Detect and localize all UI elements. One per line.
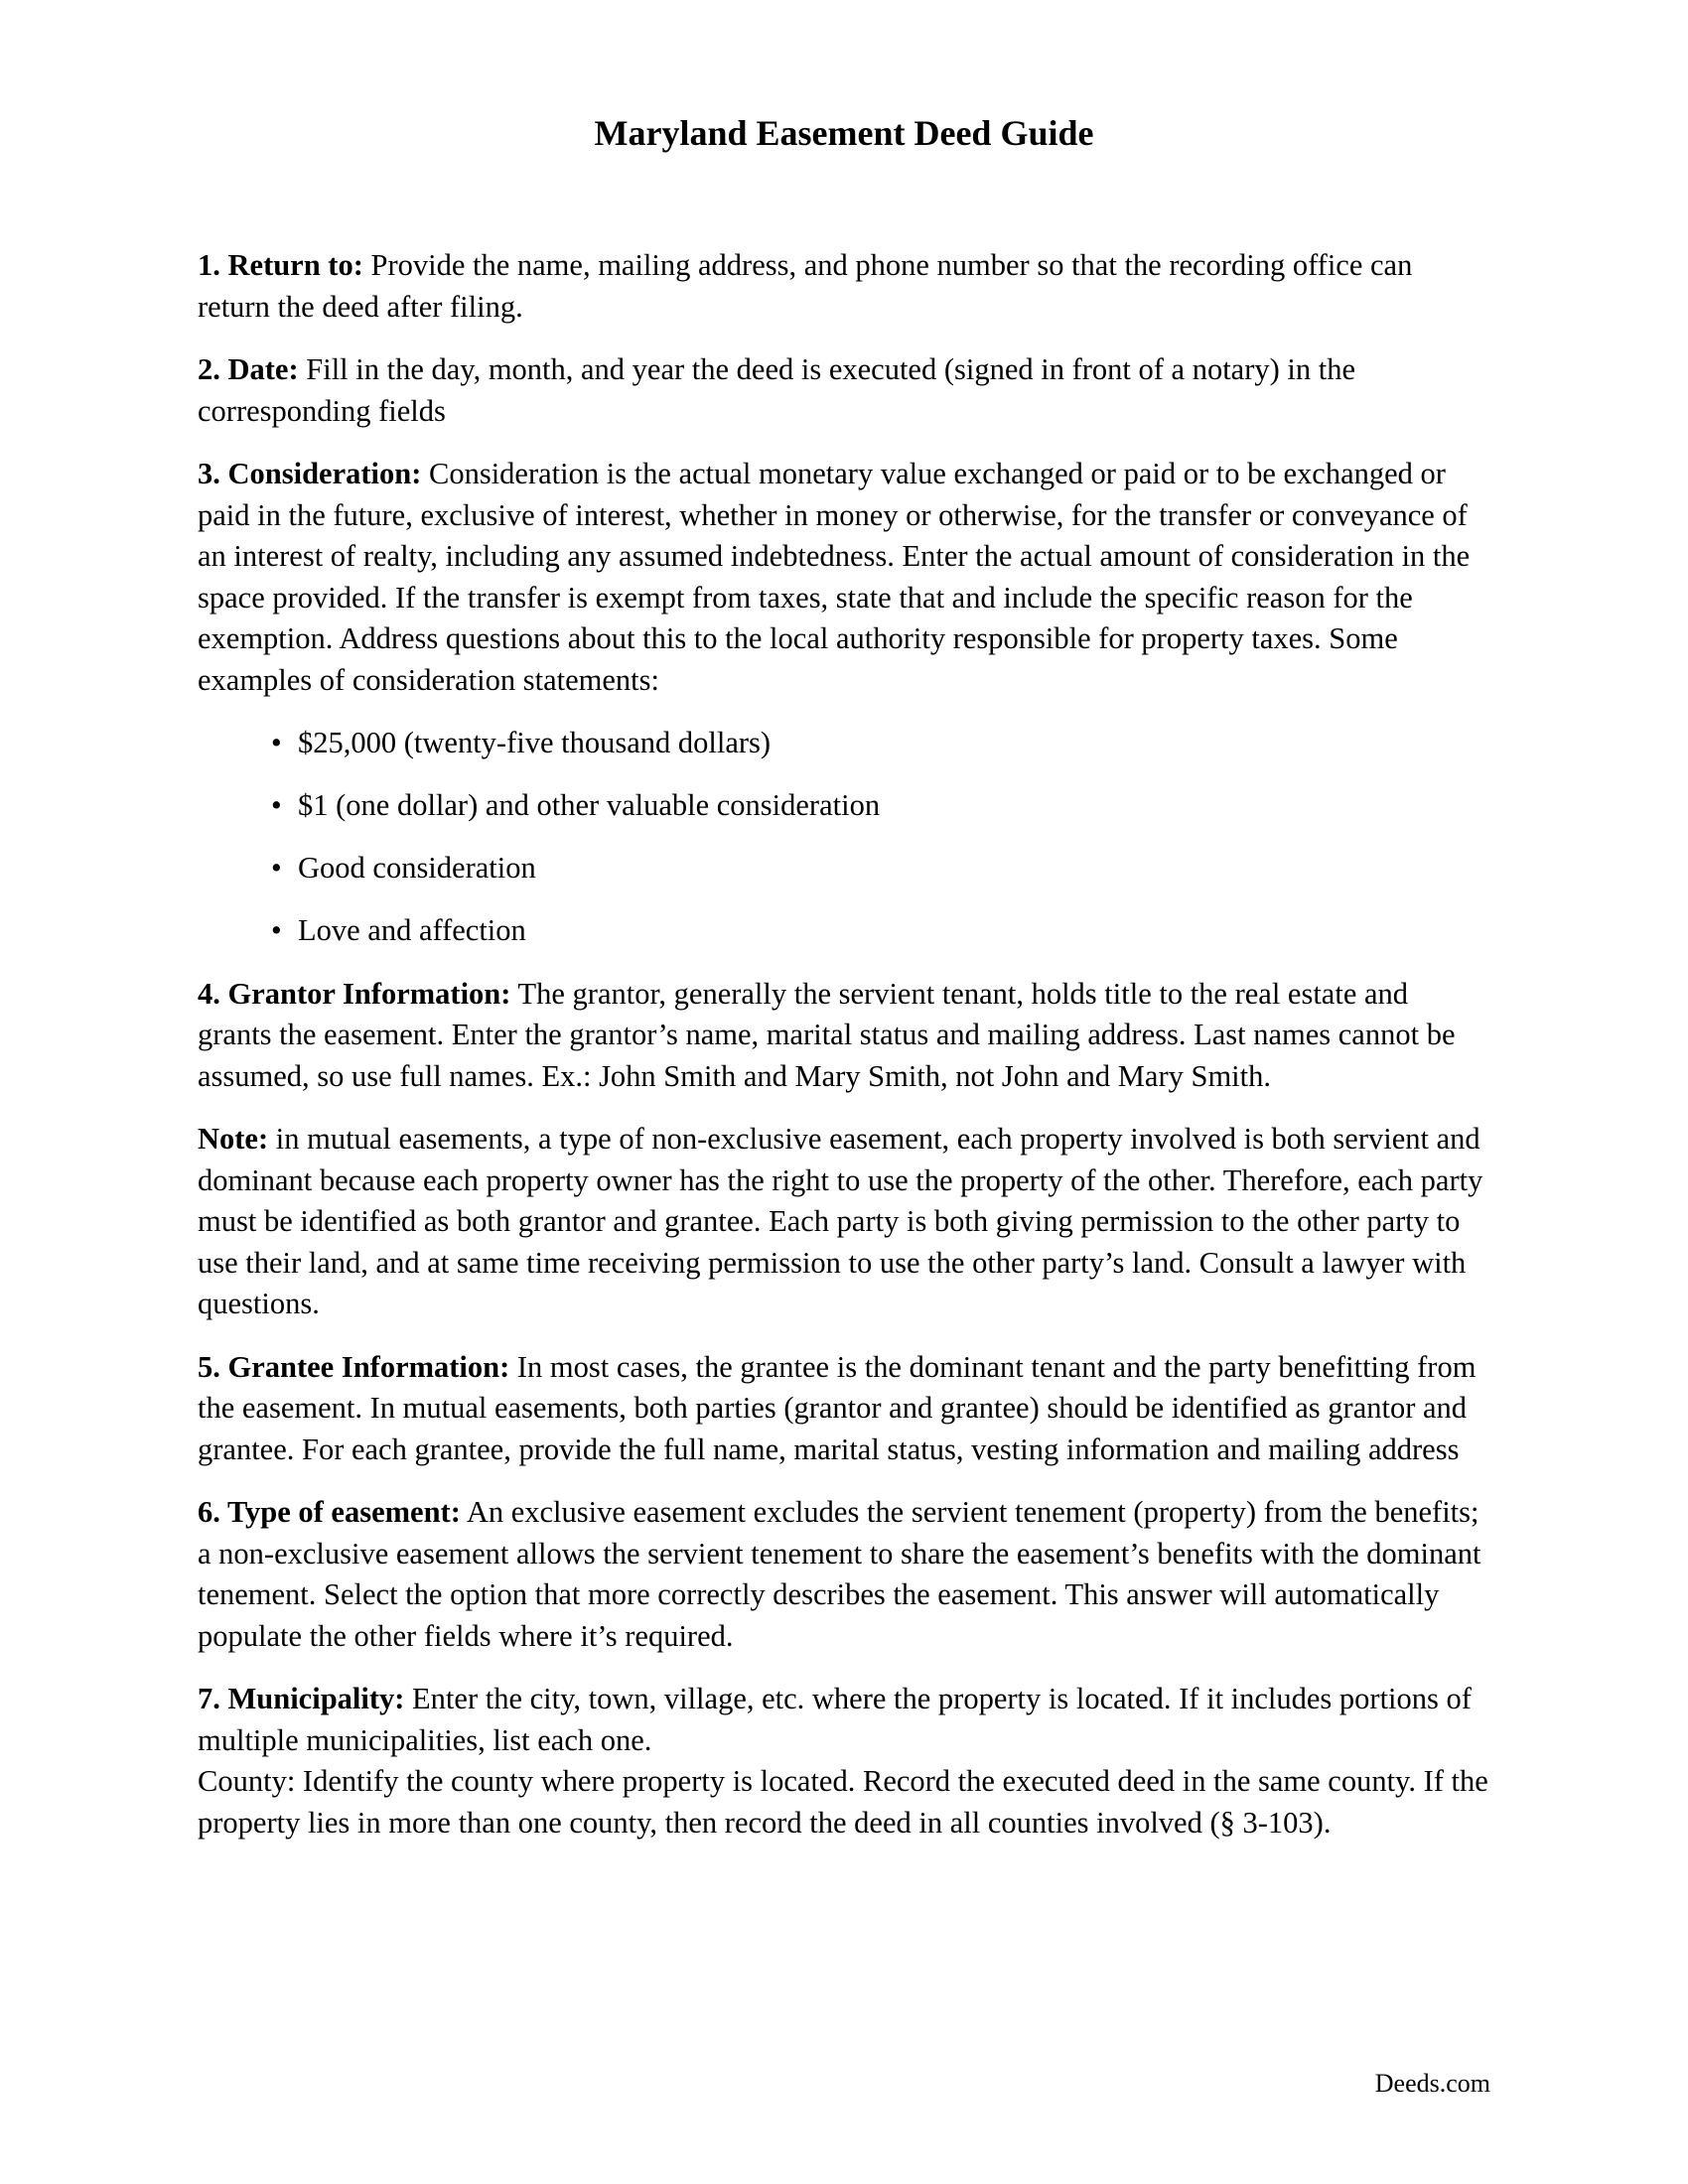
- list-item: [198, 723, 1488, 764]
- document-title: Maryland Easement Deed Guide: [594, 113, 1094, 153]
- section-note: [198, 1119, 1488, 1325]
- section-municipality: [198, 1679, 1488, 1761]
- footer-brand: Deeds.com: [1374, 2069, 1490, 2098]
- bullet-icon: •: [271, 913, 282, 947]
- consideration-examples-list: [198, 723, 1488, 952]
- bullet-icon: •: [271, 851, 282, 885]
- section-grantor-information: [198, 974, 1488, 1098]
- section-type-of-easement: [198, 1492, 1488, 1657]
- section-grantee-information: [198, 1347, 1488, 1471]
- bullet-icon: •: [271, 788, 282, 822]
- list-item-text: $25,000 (twenty-five thousand dollars): [298, 726, 772, 759]
- section-label: Note:: [198, 1122, 269, 1156]
- section-text: In most cases, the grantee is the dominant tenant and the party benefitting from the easement. In mutual easements, both parties (grantor and grantee) should be identified as grantor and grantee. For each grantee, provide the full name, marital status, vesting information and mailing address: [198, 1349, 1477, 1466]
- section-county: County: Identify the county where property is located. Record the executed deed in the same county. If the property lies in more than one county, then record the deed in all counties involved (§ 3-103).: [198, 1764, 1488, 1840]
- section-label: 2. Date:: [198, 352, 299, 386]
- bullet-icon: •: [271, 726, 282, 759]
- section-text: The grantor, generally the servient tenant, holds title to the real estate and grants the easement. Enter the grantor’s name, marital status and mailing address. Last names cannot be assumed, so use full names. Ex.: John Smith and Mary Smith, not John and Mary Smith.: [198, 976, 1456, 1093]
- list-item: [198, 848, 1488, 889]
- section-label: 6. Type of easement:: [198, 1495, 461, 1529]
- section-label: 7. Municipality:: [198, 1682, 405, 1715]
- section-return-to: [198, 245, 1488, 328]
- section-text: An exclusive easement excludes the servient tenement (property) from the benefits; a non-exclusive easement allows the servient tenement to share the easement’s benefits with the dominant tenement. Select the option that more correctly describes the easement. This answer will automatically populate the other fields where it’s required.: [198, 1495, 1481, 1653]
- document-body: [198, 245, 1488, 1865]
- section-text: Enter the city, town, village, etc. where the property is located. If it includes portions of multiple municipalities, list each one.: [198, 1682, 1472, 1757]
- list-item-text: Good consideration: [298, 851, 536, 885]
- list-item-text: Love and affection: [298, 913, 526, 947]
- section-label: 3. Consideration:: [198, 457, 422, 490]
- section-label: 4. Grantor Information:: [198, 976, 511, 1011]
- list-item: [198, 785, 1488, 827]
- section-text: Fill in the day, month, and year the deed is executed (signed in front of a notary) in the corresponding fields: [198, 352, 1356, 428]
- list-item: [198, 910, 1488, 952]
- section-label: 5. Grantee Information:: [198, 1349, 510, 1384]
- section-consideration: [198, 454, 1488, 701]
- section-text: Consideration is the actual monetary value exchanged or paid or to be exchanged or paid in the future, exclusive of interest, whether in money or otherwise, for the transfer or conveyance of an interest of realty, including any assumed indebtedness. Enter the actual amount of consideration in the space provided. If the transfer is exempt from taxes, state that and include the specific reason for the exemption. Address questions about this to the local authority responsible for property taxes. Some examples of consideration statements:: [198, 457, 1471, 697]
- section-date: [198, 349, 1488, 432]
- list-item-text: $1 (one dollar) and other valuable consideration: [298, 788, 881, 822]
- section-label: 1. Return to:: [198, 248, 363, 282]
- section-text: in mutual easements, a type of non-exclusive easement, each property involved is both servient and dominant because each property owner has the right to use the property of the other. Therefore, each party must be identified as both grantor and grantee. Each party is both giving permission to the other party to use their land, and at same time receiving permission to use the other party’s land. Consult a lawyer with questions.: [198, 1122, 1483, 1320]
- section-text: Provide the name, mailing address, and phone number so that the recording office can return the deed after filing.: [198, 248, 1413, 324]
